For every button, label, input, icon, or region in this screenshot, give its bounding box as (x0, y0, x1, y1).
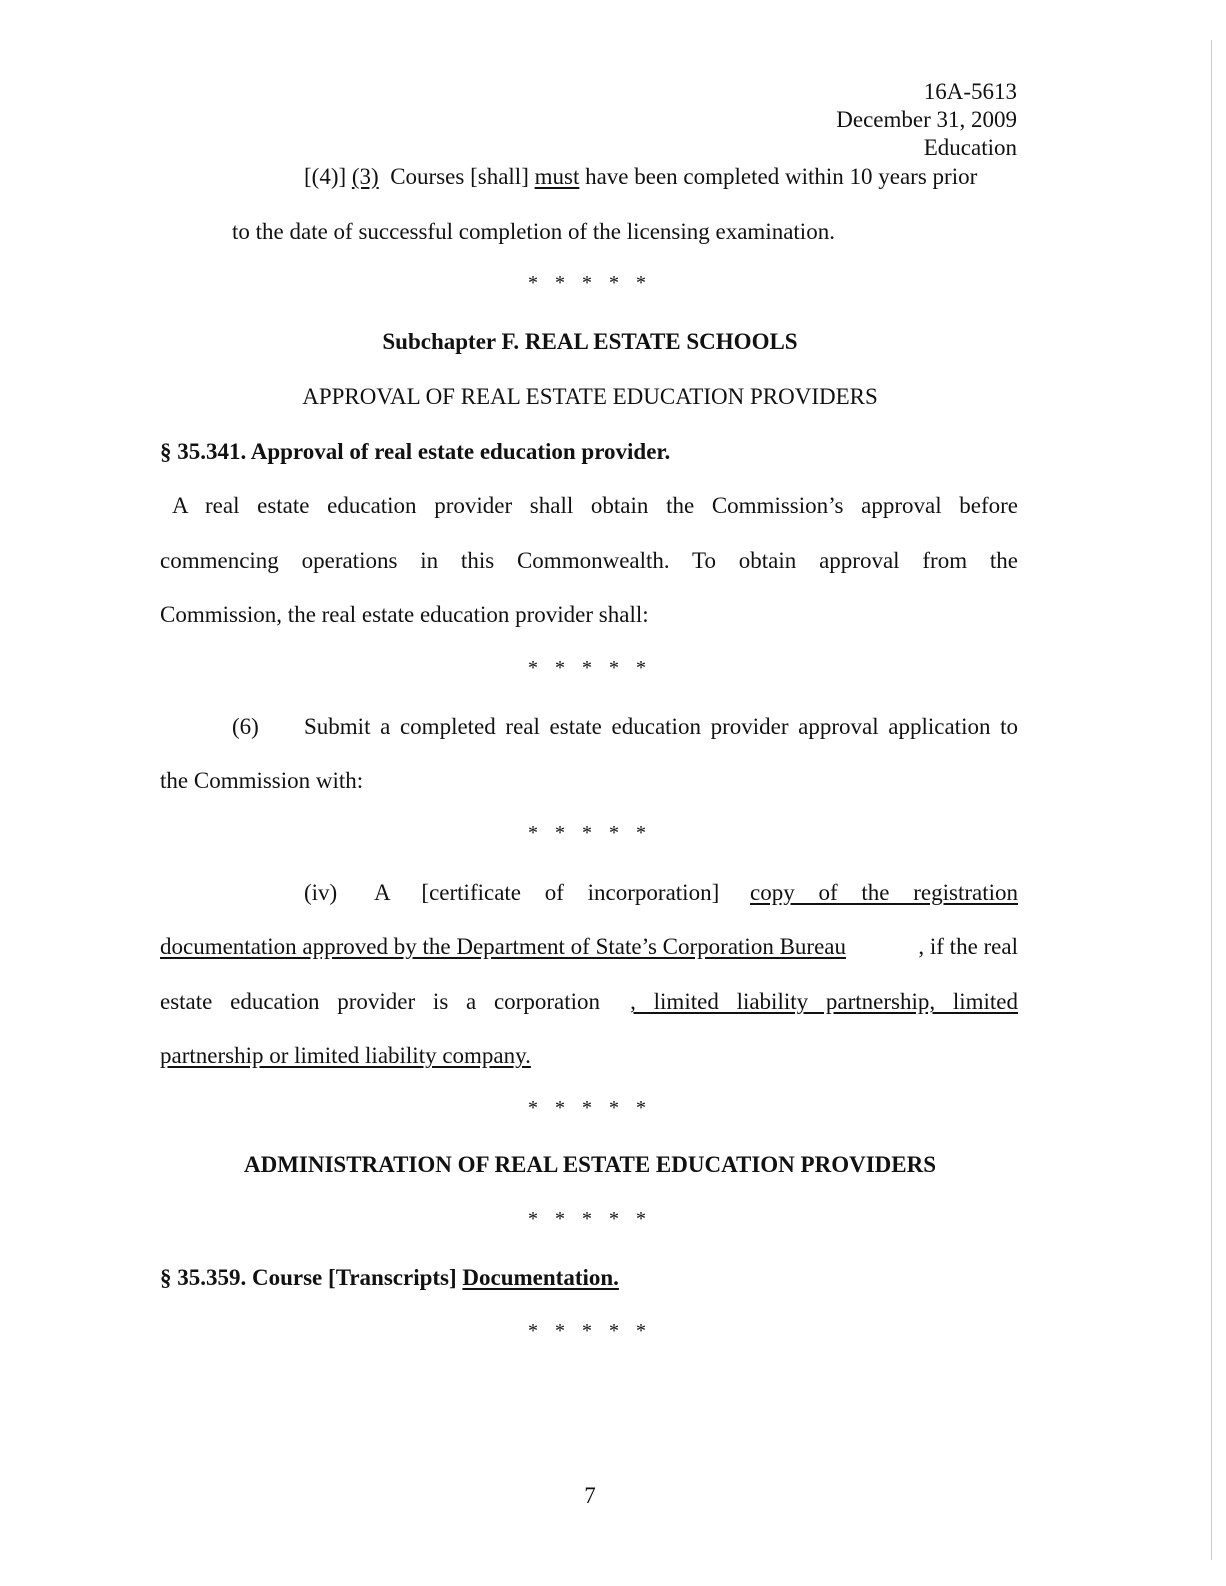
para1-deleted-word: [shall] (470, 164, 529, 189)
document-header (836, 78, 1017, 162)
separator: * * * * * (528, 822, 652, 844)
sec341-line1: A real estate education provider shall obtain the Commission’s approval before (172, 493, 1018, 518)
section-341-title: § 35.341. Approval of real estate education provider. (160, 439, 671, 464)
sec341-line3: Commission, the real estate education provider shall: (160, 602, 649, 627)
item-iv-a: A (374, 880, 391, 905)
approval-heading: APPROVAL OF REAL ESTATE EDUCATION PROVIDERS (302, 384, 878, 409)
separator: * * * * * (528, 1208, 652, 1230)
item-iv-line2 (160, 934, 1018, 960)
para1-line1 (304, 164, 1018, 190)
item-iv-tail2: , if the real (918, 934, 1018, 959)
item6-line2: the Commission with: (160, 768, 364, 793)
page-edge-line (1211, 40, 1212, 1560)
item-iv-deleted: [certificate of incorporation] (421, 880, 720, 905)
para1-new-num: (3) (351, 164, 379, 189)
sec359-deleted: [Transcripts] (328, 1265, 457, 1290)
doc-agency: Education (923, 135, 1017, 160)
subchapter-heading: Subchapter F. REAL ESTATE SCHOOLS (382, 329, 798, 354)
item6-line1: Submit a completed real estate education provider approval application to (304, 714, 1018, 739)
separator: * * * * * (528, 272, 652, 294)
item-iv-num: (iv) (304, 880, 338, 905)
section-359-title (160, 1265, 619, 1291)
para1-text-b: have been completed within 10 years prior (585, 164, 978, 189)
sec341-line2: commencing operations in this Commonwealth. To obtain approval from the (160, 548, 1018, 573)
item-iv-new2: documentation approved by the Department of State’s Corporation Bureau (160, 934, 846, 959)
para1-deleted-num: [(4)] (304, 164, 347, 189)
item-iv-line3-plain: estate education provider is a corporation (160, 989, 600, 1014)
separator: * * * * * (528, 657, 652, 679)
item6-num: (6) (232, 714, 259, 739)
page-number: 7 (584, 1483, 596, 1508)
para1-new-word: must (534, 164, 580, 189)
sec359-new: Documentation. (462, 1265, 619, 1290)
separator: * * * * * (528, 1097, 652, 1119)
para1-line2: to the date of successful completion of the licensing examination. (232, 219, 835, 244)
administration-heading: ADMINISTRATION OF REAL ESTATE EDUCATION PROVIDERS (243, 1152, 937, 1177)
doc-date: December 31, 2009 (836, 107, 1017, 132)
separator: * * * * * (528, 1320, 652, 1342)
sec359-prefix: § 35.359. Course (160, 1265, 323, 1290)
doc-number: 16A-5613 (923, 79, 1017, 104)
item-iv-line3 (160, 989, 1018, 1015)
para1-text-a: Courses (390, 164, 465, 189)
item-iv-line4: partnership or limited liability company. (160, 1043, 531, 1068)
item-iv-line3-new: , limited liability partnership, limited (630, 989, 1018, 1014)
item-iv-new1: copy of the registration (750, 880, 1018, 905)
item-iv-line1 (374, 880, 1018, 906)
